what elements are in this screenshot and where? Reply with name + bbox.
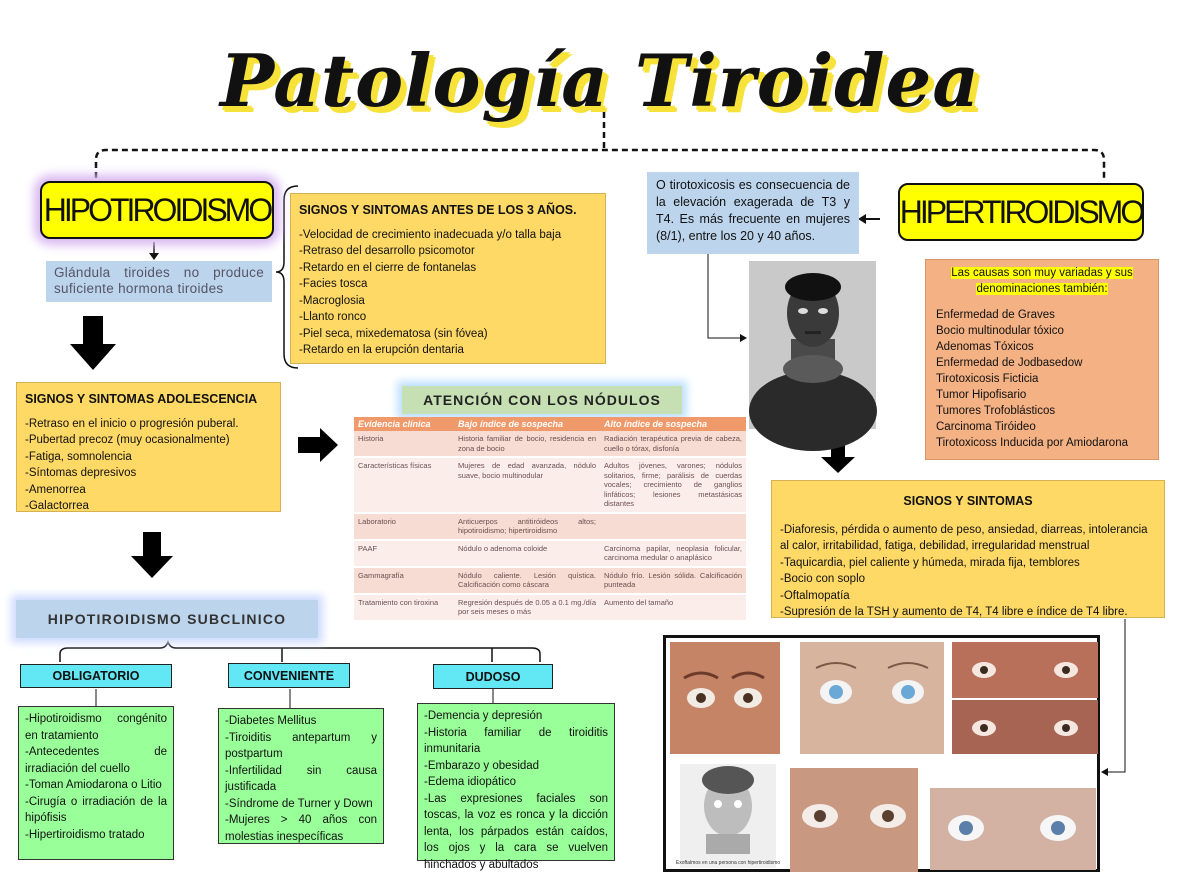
table-cell: Aumento del tamaño <box>600 594 746 621</box>
table-cell: Anticuerpos antitiróideos altos; hipotiroidismo; hipertiroidismo <box>454 513 600 540</box>
obligatorio-list <box>18 706 174 860</box>
table-cell <box>600 513 746 540</box>
conveniente-list <box>218 708 384 844</box>
list-item: -Síndrome de Turner y Down <box>225 797 373 810</box>
table-cell: Radiación terapéutica previa de cabeza, cuello o tórax, disfonía <box>600 431 746 457</box>
list-item: Tumores Trofoblásticos <box>936 405 1056 417</box>
signos-antes-3-panel <box>290 193 606 364</box>
table-cell: Nódulo caliente. Lesión quística. Calcificación como cáscara <box>454 567 600 594</box>
patient-goiter-photo <box>749 261 876 429</box>
table-header: Alto índice de sospecha <box>600 417 746 431</box>
list-item: Tirotoxicosis Ficticia <box>936 373 1039 385</box>
list-item: -Edema idiopático <box>424 776 517 788</box>
list-item: -Toman Amiodarona o Litio <box>25 779 162 791</box>
hipotiroidismo-definition: Glándula tiroides no produce suficiente hormona tiroides <box>46 261 272 302</box>
subclinico-title: HIPOTIROIDISMO SUBCLINICO <box>16 600 318 638</box>
list-item: Carcinoma Tiróideo <box>936 421 1036 433</box>
hipertiroidismo-definition: O tirotoxicosis es consecuencia de la elevación exagerada de T3 y T4. Es más frecuente en mujeres (8/1), entre los 20 y 40 años. <box>647 172 859 254</box>
down-arrow-icon <box>131 532 173 578</box>
list-item: -Facies tosca <box>299 278 368 290</box>
list-item: Enfermedad de Graves <box>936 309 1055 321</box>
list-item: Bocio multinodular tóxico <box>936 325 1064 337</box>
table-cell: Mujeres de edad avanzada, nódulo suave, bocio multinodular <box>454 457 600 513</box>
photo-caption: Exoftalmos en una persona con hipertiroidismo <box>675 860 781 866</box>
table-row <box>354 457 746 513</box>
table-row <box>354 567 746 594</box>
down-arrow-icon <box>70 316 116 370</box>
list-item: -Cirugía o irradiación de la hipófisis <box>25 795 167 824</box>
page-title: Patología Tiroidea <box>220 38 980 123</box>
signos-antes-3-title: SIGNOS Y SINTOMAS ANTES DE LOS 3 AÑOS. <box>299 203 577 217</box>
nodulos-title: ATENCIÓN CON LOS NÓDULOS <box>402 386 682 414</box>
list-item: -Bocio con soplo <box>780 573 866 585</box>
list-item: -Retraso del desarrollo psicomotor <box>299 245 475 257</box>
list-item: -Retardo en el cierre de fontanelas <box>299 261 477 274</box>
signos-hipertiroidismo-panel <box>771 480 1165 618</box>
table-cell: Adultos jóvenes, varones; nódulos solitarios, firme; parálisis de cuerdas vocales; crecimiento de ganglios linfáticos; lesiones metastásicas distantes <box>600 457 746 513</box>
table-cell: Nódulo o adenoma coloide <box>454 540 600 567</box>
hipertiroidismo-header: HIPERTIROIDISMO <box>898 183 1144 241</box>
exoftalmos-photos-frame <box>663 635 1100 872</box>
list-item: -Hipertiroidismo tratado <box>25 828 145 841</box>
list-item: -Tiroiditis antepartum y postpartum <box>225 731 377 760</box>
list-item: -Retardo en la erupción dentaria <box>299 344 464 356</box>
list-item: -Diabetes Mellitus <box>225 715 317 727</box>
list-item: -Hipotiroidismo congénito en tratamiento <box>25 713 167 742</box>
table-header: Evidencia clínica <box>354 417 454 431</box>
table-cell: Tratamiento con tiroxina <box>354 594 454 621</box>
list-item: -Supresión de la TSH y aumento de T4, T4 libre e índice de T4 libre. <box>780 606 1128 618</box>
list-item: -Retraso en el inicio o progresión puberal. <box>25 417 239 430</box>
list-item: -Embarazo y obesidad <box>424 759 540 772</box>
table-row <box>354 513 746 540</box>
table-cell: Características físicas <box>354 457 454 513</box>
hipertiroidismo-causas-panel <box>925 259 1159 460</box>
list-item: Tirotoxicoss Inducida por Amiodarona <box>936 437 1128 449</box>
list-item: -Llanto ronco <box>299 311 367 323</box>
table-header: Bajo índice de sospecha <box>454 417 600 431</box>
signos-hipertiroidismo-title: SIGNOS Y SINTOMAS <box>903 494 1033 508</box>
list-item: Enfermedad de Jodbasedow <box>936 357 1083 369</box>
list-item: Adenomas Tóxicos <box>936 341 1034 353</box>
list-item: -Taquicardia, piel caliente y húmeda, mirada fija, temblores <box>780 556 1080 569</box>
table-cell: Laboratorio <box>354 513 454 540</box>
list-item: -Velocidad de crecimiento inadecuada y/o talla baja <box>299 228 562 241</box>
table-cell: PAAF <box>354 540 454 567</box>
list-item: -Oftalmopatía <box>780 589 850 602</box>
table-cell: Historia <box>354 431 454 457</box>
table-cell: Nódulo frío. Lesión sólida. Calcificación punteada <box>600 567 746 594</box>
list-item: -Fatiga, somnolencia <box>25 450 132 463</box>
table-cell: Regresión después de 0.05 a 0.1 mg./día por seis meses o más <box>454 594 600 621</box>
hipotiroidismo-header: HIPOTIROIDISMO <box>40 181 274 239</box>
list-item: -Pubertad precoz (muy ocasionalmente) <box>25 434 230 446</box>
table-row <box>354 594 746 621</box>
list-item: -Amenorrea <box>25 483 86 496</box>
dudoso-list <box>417 703 615 871</box>
table-row <box>354 431 746 457</box>
list-item: -Demencia y depresión <box>424 710 543 722</box>
list-item: -Piel seca, mixedematosa (sin fóvea) <box>299 327 488 340</box>
list-item: -Historia familiar de tiroiditis inmunitaria <box>424 726 608 755</box>
table-cell: Carcinoma papilar, neoplasia folicular, carcinoma medular o anaplásico <box>600 540 746 567</box>
causas-intro: Las causas son muy variadas y sus denominaciones también: <box>951 267 1133 295</box>
exoftalmos-photos <box>666 638 1103 875</box>
table-cell: Gammagrafía <box>354 567 454 594</box>
category-conveniente: CONVENIENTE <box>228 663 350 688</box>
list-item: Tumor Hipofisario <box>936 389 1027 401</box>
table-row <box>354 540 746 567</box>
list-item: -Mujeres > 40 años con molestias inespecíficas <box>225 814 377 843</box>
signos-adolescencia-panel <box>16 382 281 512</box>
table-cell: Historia familiar de bocio, residencia en zona de bocio <box>454 431 600 457</box>
list-item: -Las expresiones faciales son toscas, la voz es ronca y la dicción lenta, los párpados están caídos, los ojos y la cara se vuelven hinchados y abultados <box>424 792 608 871</box>
signos-adolescencia-title: SIGNOS Y SINTOMAS ADOLESCENCIA <box>25 392 258 406</box>
list-item: -Galactorrea <box>25 500 89 512</box>
category-dudoso: DUDOSO <box>433 664 553 689</box>
category-obligatorio: OBLIGATORIO <box>20 664 172 688</box>
list-item: -Diaforesis, pérdida o aumento de peso, ansiedad, diarreas, intolerancia al calor, irritabilidad, fatiga, debilidad, irregularidad menstrual <box>780 523 1148 552</box>
list-item: -Antecedentes de irradiación del cuello <box>25 746 167 775</box>
right-arrow-icon <box>298 428 338 462</box>
nodulos-table <box>354 417 746 622</box>
list-item: -Macroglosia <box>299 294 365 307</box>
list-item: -Síntomas depresivos <box>25 467 137 479</box>
list-item: -Infertilidad sin causa justificada <box>225 764 377 793</box>
